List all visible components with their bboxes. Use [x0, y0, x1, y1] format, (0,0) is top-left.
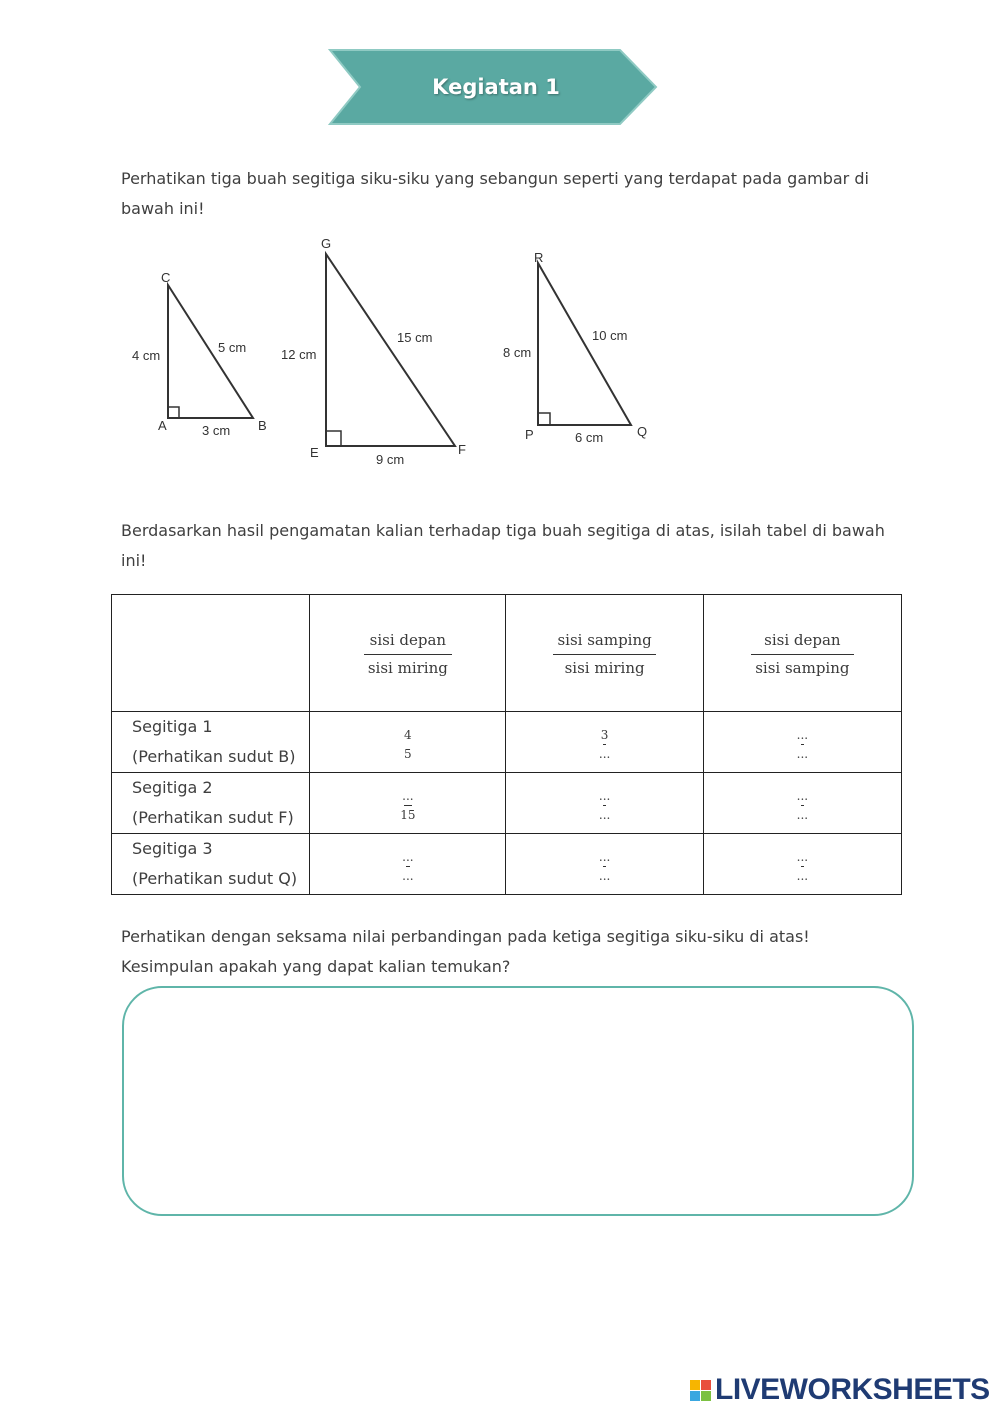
side-label-base: 9 cm — [376, 452, 405, 467]
fraction-denominator[interactable]: ... — [598, 746, 611, 761]
right-angle-marker — [168, 407, 179, 418]
side-label-base: 6 cm — [575, 430, 604, 445]
table-row — [112, 773, 902, 834]
fraction-denominator: 15 — [400, 807, 416, 822]
fraction-numerator: sisi samping — [557, 630, 652, 649]
intro-text: Perhatikan tiga buah segitiga siku-siku yang sebangun seperti yang terdapat pada gambar di bawah ini! — [121, 169, 869, 218]
side-label-hypotenuse: 15 cm — [397, 330, 433, 345]
fraction-denominator: 5 — [404, 746, 412, 761]
answer-cell[interactable] — [506, 773, 703, 834]
fraction-denominator[interactable]: ... — [796, 807, 809, 822]
row-label — [112, 773, 310, 834]
table-row — [112, 712, 902, 773]
answer-cell[interactable] — [506, 712, 703, 773]
fraction-numerator: sisi depan — [764, 630, 841, 649]
header-ratio-samping-miring — [506, 595, 703, 712]
answer-cell[interactable] — [506, 834, 703, 895]
right-angle-marker — [326, 431, 341, 446]
fraction-numerator[interactable]: ... — [402, 788, 414, 803]
banner-title: Kegiatan 1 — [432, 75, 560, 99]
fraction-denominator: sisi miring — [367, 658, 448, 677]
side-label-vertical: 4 cm — [132, 348, 161, 363]
fraction — [553, 631, 655, 677]
table-corner-cell — [112, 595, 310, 712]
fraction-numerator[interactable]: ... — [796, 849, 809, 864]
liveworksheets-logo-icon — [690, 1380, 711, 1401]
watermark-text: LIVEWORKSHEETS — [715, 1373, 990, 1406]
ratio-table — [111, 594, 902, 895]
answer-cell[interactable] — [310, 712, 506, 773]
vertex-label-r: R — [534, 250, 544, 265]
triangle-abc — [132, 270, 267, 438]
table-header-row — [112, 595, 902, 712]
triangle-efg — [281, 236, 466, 467]
row-subtitle: (Perhatikan sudut Q) — [132, 869, 298, 888]
row-subtitle: (Perhatikan sudut F) — [132, 808, 294, 827]
header-ratio-depan-samping — [703, 595, 901, 712]
fraction-numerator[interactable]: ... — [796, 727, 809, 742]
fraction-numerator: 3 — [600, 727, 609, 742]
fraction-denominator[interactable]: ... — [402, 868, 414, 883]
side-label-vertical: 8 cm — [503, 345, 532, 360]
row-title: Segitiga 1 — [132, 717, 213, 736]
side-label-base: 3 cm — [202, 423, 231, 438]
fraction-numerator[interactable]: ... — [598, 788, 611, 803]
activity-banner — [328, 48, 658, 126]
right-angle-marker — [538, 413, 550, 425]
fraction-denominator[interactable]: ... — [598, 868, 611, 883]
row-subtitle: (Perhatikan sudut B) — [132, 747, 296, 766]
vertex-label-q: Q — [637, 424, 648, 439]
conclusion-answer-box[interactable] — [122, 986, 914, 1216]
answer-cell[interactable] — [310, 834, 506, 895]
side-label-hypotenuse: 5 cm — [218, 340, 247, 355]
fraction-numerator: 4 — [404, 727, 412, 742]
fraction — [751, 631, 853, 677]
question-text — [121, 922, 911, 982]
answer-cell[interactable] — [703, 712, 901, 773]
fraction-denominator[interactable]: ... — [796, 746, 809, 761]
fraction-denominator: sisi miring — [564, 658, 645, 677]
vertex-label-c: C — [161, 270, 171, 285]
similar-triangles-figure — [110, 230, 670, 480]
question-line-2: Kesimpulan apakah yang dapat kalian temukan? — [121, 957, 511, 976]
liveworksheets-watermark — [690, 1374, 990, 1406]
side-label-hypotenuse: 10 cm — [592, 328, 628, 343]
header-ratio-depan-miring — [310, 595, 506, 712]
row-label — [112, 712, 310, 773]
fraction-denominator: sisi samping — [755, 658, 850, 677]
fraction-denominator[interactable]: ... — [796, 868, 809, 883]
row-title: Segitiga 3 — [132, 839, 213, 858]
triangle-pqr — [503, 250, 647, 445]
table-row — [112, 834, 902, 895]
vertex-label-g: G — [321, 236, 332, 251]
fraction-denominator[interactable]: ... — [598, 807, 611, 822]
side-label-vertical: 12 cm — [281, 347, 317, 362]
answer-cell[interactable] — [310, 773, 506, 834]
vertex-label-b: B — [258, 418, 267, 433]
fraction-numerator: sisi depan — [369, 630, 447, 649]
vertex-label-e: E — [310, 445, 319, 460]
fraction — [364, 631, 452, 677]
instruction-text: Berdasarkan hasil pengamatan kalian terhadap tiga buah segitiga di atas, isilah tabel di bawah ini! — [121, 521, 885, 570]
vertex-label-a: A — [158, 418, 167, 433]
vertex-label-f: F — [458, 442, 466, 457]
answer-cell[interactable] — [703, 773, 901, 834]
row-title: Segitiga 2 — [132, 778, 213, 797]
row-label — [112, 834, 310, 895]
vertex-label-p: P — [525, 427, 534, 442]
question-line-1: Perhatikan dengan seksama nilai perbandingan pada ketiga segitiga siku-siku di atas! — [121, 927, 810, 946]
answer-cell[interactable] — [703, 834, 901, 895]
fraction-numerator[interactable]: ... — [796, 788, 809, 803]
fraction-numerator[interactable]: ... — [402, 849, 414, 864]
fraction-numerator[interactable]: ... — [598, 849, 611, 864]
